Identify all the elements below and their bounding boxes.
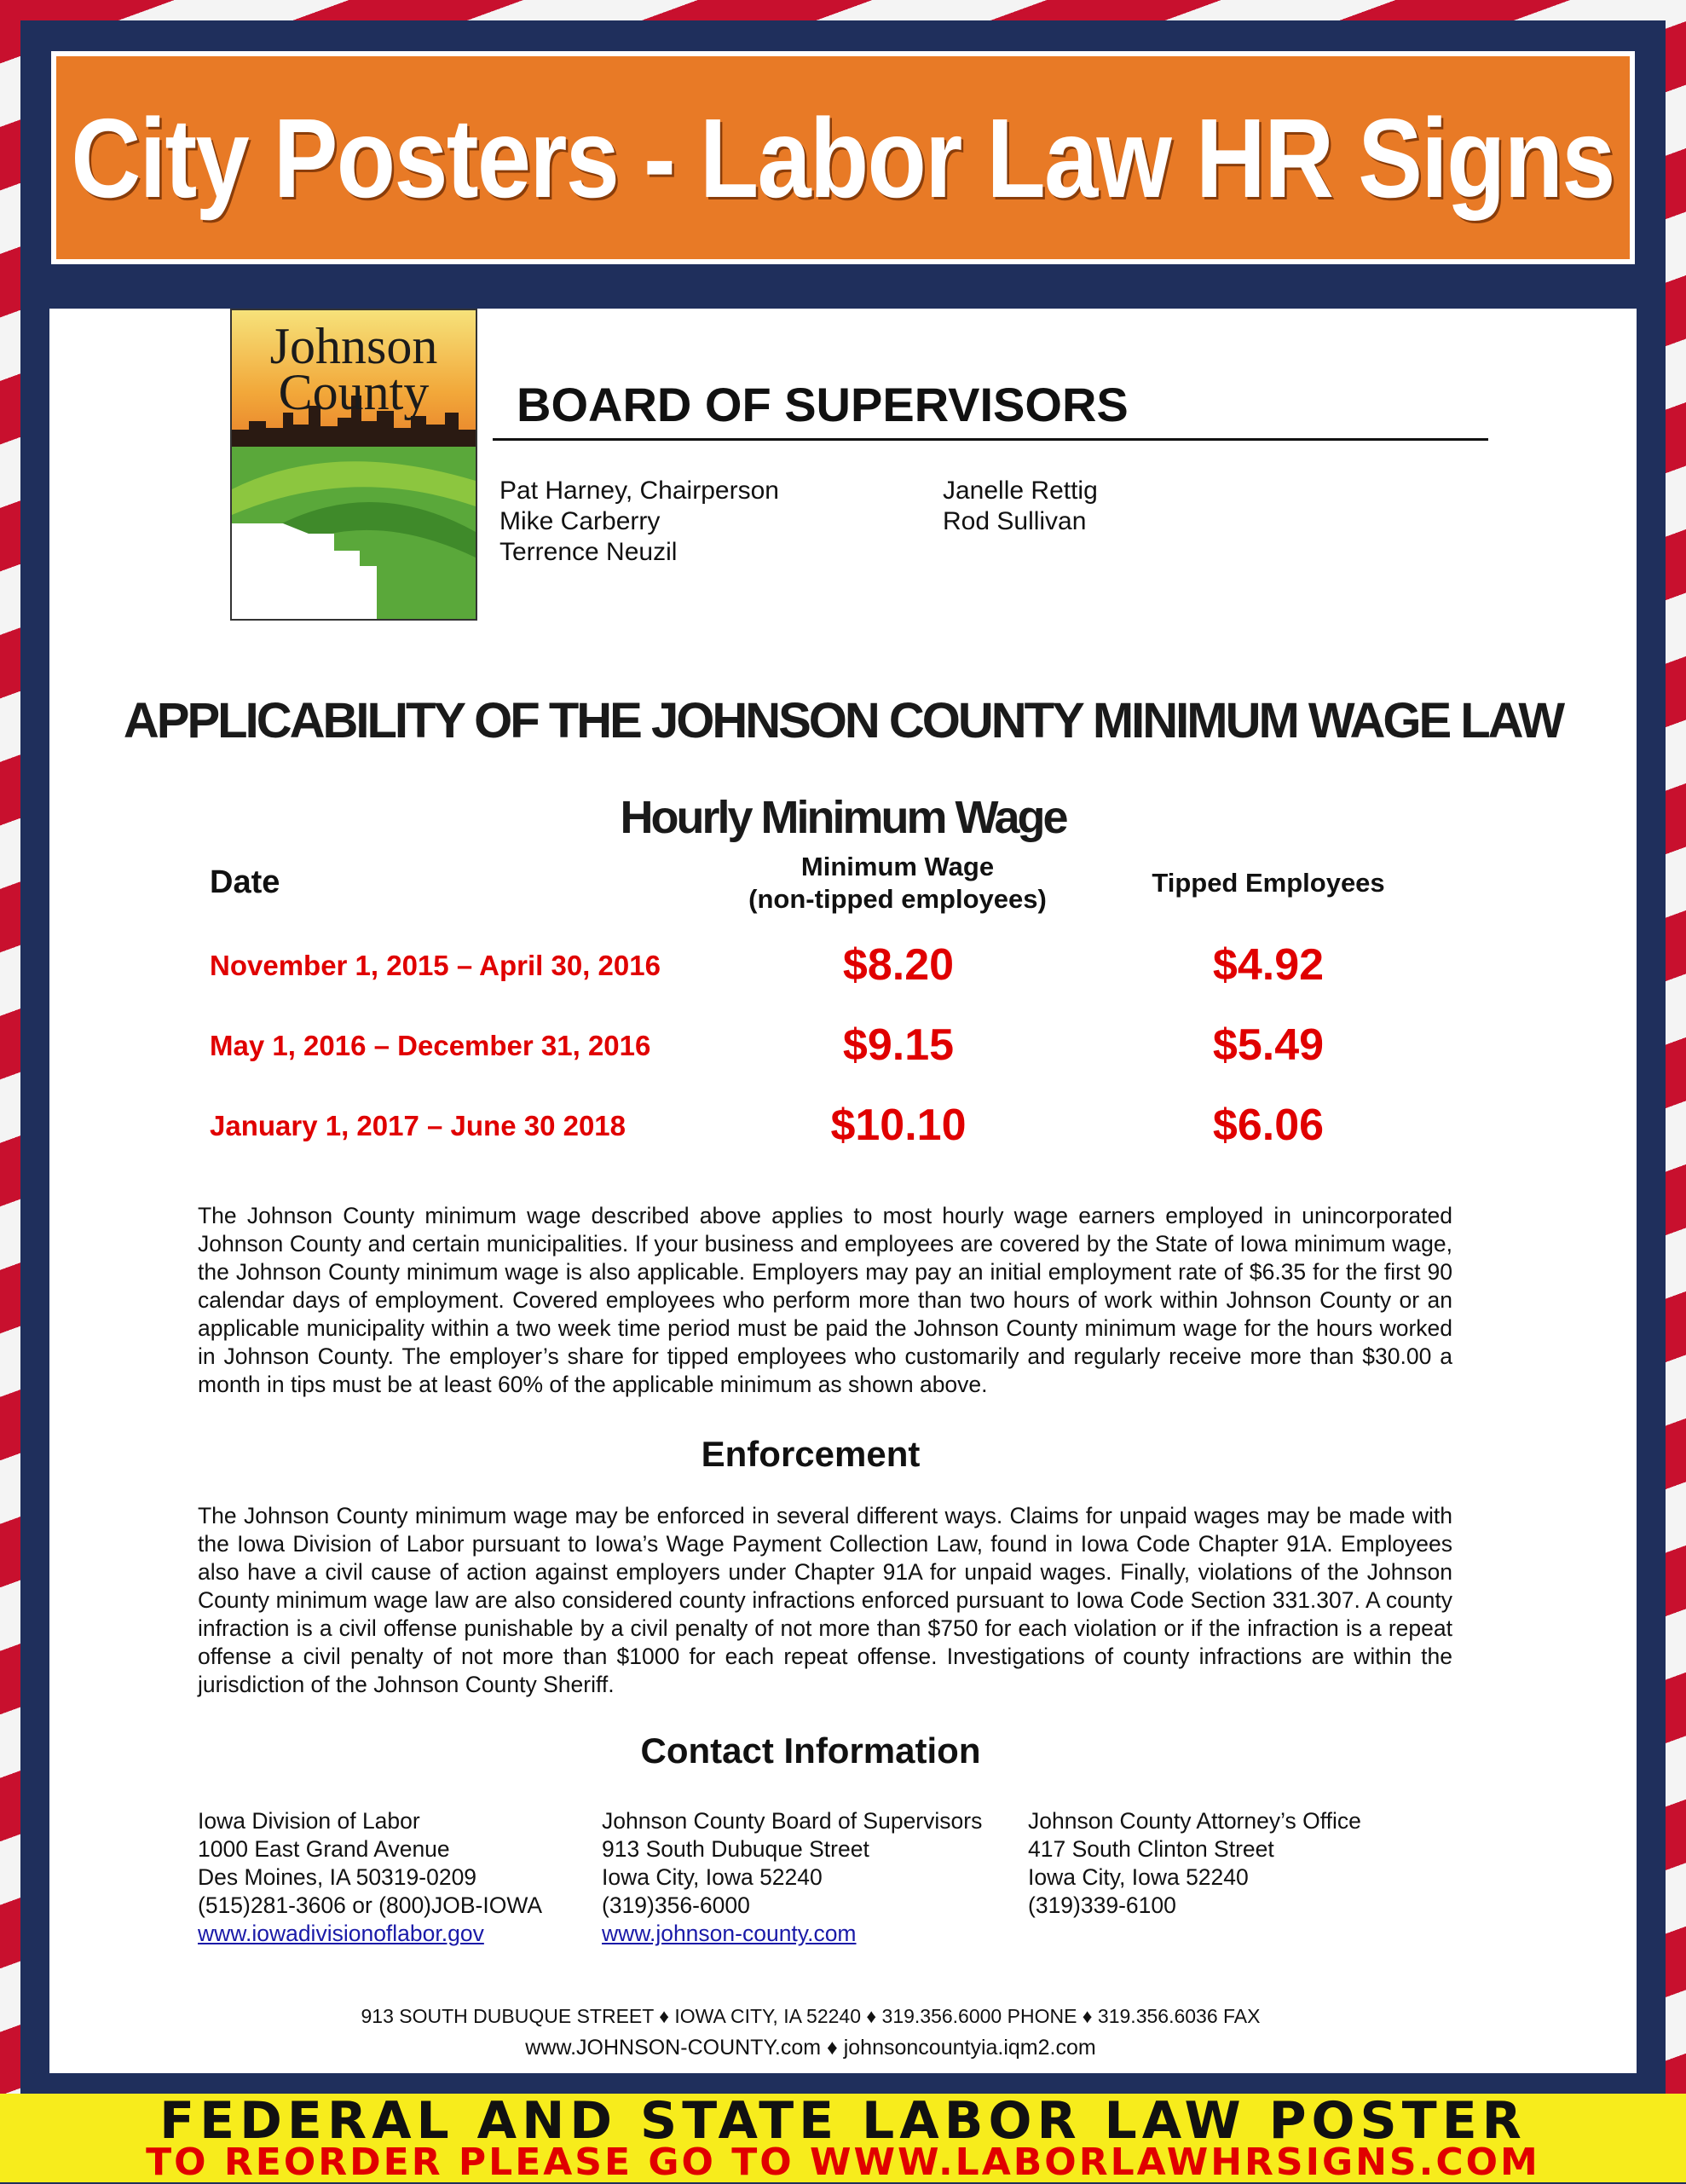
col-header-min-wage-line1: Minimum Wage: [800, 852, 995, 881]
logo-word-county: County: [278, 364, 430, 420]
poster-document: [49, 309, 1637, 2073]
board-title: BOARD OF SUPERVISORS: [517, 378, 1129, 431]
contact-line: Iowa City, Iowa 52240: [1028, 1864, 1249, 1890]
contact-line: Johnson County Board of Supervisors: [602, 1808, 983, 1834]
contact-title: Contact Information: [640, 1730, 981, 1771]
logo-word-johnson: Johnson: [269, 318, 438, 374]
contact-col-attorney: [1028, 1807, 1361, 1920]
col-header-tipped: Tipped Employees: [1152, 868, 1385, 898]
intro-paragraph: The Johnson County minimum wage described above applies to most hourly wage earners employed in unincorporated Johnson County and certain municipalities. If your business and employees are covered by the State of Iowa minimum wage, the Johnson County minimum wage is also applicable. Employers may pay an initial employment rate of $6.35 for the first 90 calendar days of employment. Covered employees who perform more than two hours of work within Johnson County or an applicable municipality within a two week time period must be paid the Johnson County minimum wage for the hours worked in Johnson County. The employer’s share for tipped employees who customarily and regularly receive more than $30.00 a month in tips must be at least 60% of the applicable minimum as shown above.: [198, 1203, 1452, 1397]
member-name: Mike Carberry: [499, 507, 661, 535]
page-heading: APPLICABILITY OF THE JOHNSON COUNTY MINIMUM WAGE LAW: [123, 693, 1563, 748]
contact-col-board: [602, 1807, 982, 1948]
col-header-min-wage-line2: (non-tipped employees): [748, 884, 1047, 914]
reorder-link[interactable]: TO REORDER PLEASE GO TO WWW.LABORLAWHRSIGNS.COM: [146, 2141, 1540, 2184]
contact-line: Johnson County Attorney’s Office: [1028, 1808, 1361, 1834]
wage-row-tipped: $5.49: [1212, 1020, 1325, 1070]
enforcement-title: Enforcement: [701, 1434, 921, 1474]
member-name: Rod Sullivan: [943, 507, 1087, 535]
wage-row-date: November 1, 2015 – April 30, 2016: [210, 950, 661, 981]
contact-line: Iowa Division of Labor: [198, 1808, 420, 1834]
board-title-rule: [493, 438, 1488, 441]
reorder-title: FEDERAL AND STATE LABOR LAW POSTER: [159, 2091, 1527, 2151]
contact-line: 1000 East Grand Avenue: [198, 1836, 450, 1862]
banner-title: City Posters - Labor Law HR Signs: [71, 95, 1615, 221]
footer-address: 913 SOUTH DUBUQUE STREET ♦ IOWA CITY, IA 52240 ♦ 319.356.6000 PHONE ♦ 319.356.6036 FAX: [361, 2005, 1261, 2027]
wage-row-date: January 1, 2017 – June 30 2018: [210, 1110, 626, 1141]
contact-line: (515)281-3606 or (800)JOB-IOWA: [198, 1892, 543, 1918]
col-header-min-wage: [706, 851, 1089, 916]
wage-row-min: $8.20: [842, 940, 955, 990]
wage-table-title: Hourly Minimum Wage: [620, 792, 1066, 843]
header-banner: [51, 51, 1635, 264]
contact-col-labor: [198, 1807, 542, 1948]
contact-line: (319)339-6100: [1028, 1892, 1176, 1918]
contact-line: 913 South Dubuque Street: [602, 1836, 869, 1862]
iowa-labor-link[interactable]: www.iowadivisionoflabor.gov: [198, 1921, 484, 1946]
contact-line: Des Moines, IA 50319-0209: [198, 1864, 477, 1890]
footer-web: www.JOHNSON-COUNTY.com ♦ johnsoncountyia.iqm2.com: [525, 2036, 1096, 2060]
wage-row-date: May 1, 2016 – December 31, 2016: [210, 1030, 651, 1061]
member-name: Terrence Neuzil: [499, 538, 678, 566]
wage-row-tipped: $4.92: [1212, 940, 1325, 990]
wage-row-min: $10.10: [830, 1101, 967, 1150]
johnson-county-logo: [230, 309, 477, 621]
wage-row-tipped: $6.06: [1212, 1101, 1325, 1150]
members-left: [499, 476, 779, 568]
wage-row-min: $9.15: [842, 1020, 955, 1070]
contact-line: 417 South Clinton Street: [1028, 1836, 1274, 1862]
members-right: [943, 476, 1098, 537]
contact-line: Iowa City, Iowa 52240: [602, 1864, 823, 1890]
member-name: Janelle Rettig: [943, 477, 1098, 505]
enforcement-paragraph: The Johnson County minimum wage may be enforced in several different ways. Claims for unpaid wages may be made with the Iowa Division of Labor pursuant to Iowa’s Wage Payment Collection Law, found in Iowa Code Chapter 91A. Employees also have a civil cause of action against employers under Chapter 91A for unpaid wages. Finally, violations of the Johnson County minimum wage law are also considered county infractions enforced pursuant to Iowa Code Section 331.307. A county infraction is a civil offense punishable by a civil penalty of not more than $750 for each violation or if the infraction is a repeat offense a civil penalty of not more than $1000 for each repeat offense. Investigations of county infractions are within the jurisdiction of the Johnson County Sheriff.: [198, 1503, 1452, 1697]
col-header-date: Date: [210, 864, 280, 900]
member-name: Pat Harney, Chairperson: [499, 477, 779, 505]
contact-line: (319)356-6000: [602, 1892, 750, 1918]
johnson-county-link[interactable]: www.johnson-county.com: [602, 1921, 857, 1946]
